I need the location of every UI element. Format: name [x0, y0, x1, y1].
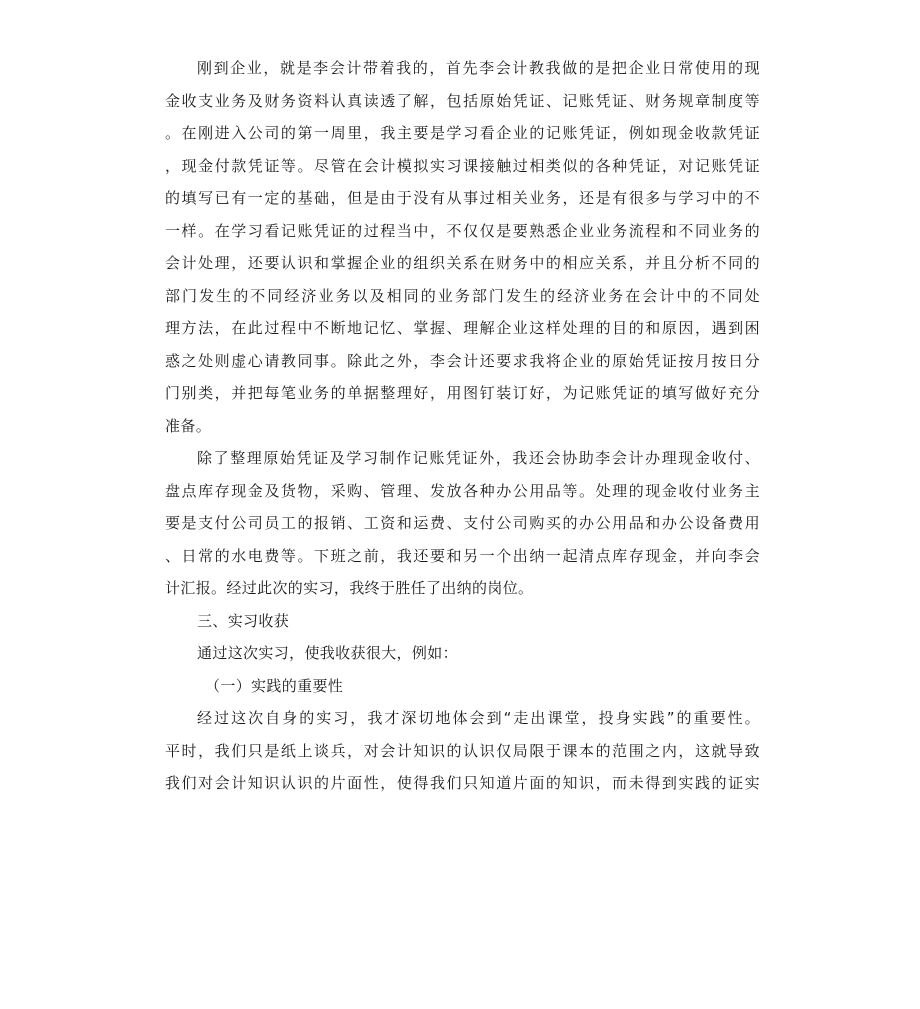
paragraph-line: 盘点库存现金及货物，采购、管理、发放各种办公用品等。处理的现金收付业务主 — [165, 481, 760, 500]
paragraph-line: 惑之处则虚心请教同事。除此之外，李会计还要求我将企业的原始凭证按月按日分 — [165, 351, 760, 370]
paragraph-line: 会计处理，还要认识和掌握企业的组织关系在财务中的相应关系，并且分析不同的 — [165, 254, 760, 272]
paragraph-line: 除了整理原始凭证及学习制作记账凭证外，我还会协助李会计办理现金收付、 — [197, 449, 760, 467]
paragraph-line: 部门发生的不同经济业务以及相同的业务部门发生的经济业务在会计中的不同处 — [165, 286, 760, 305]
paragraph-line: 平时，我们只是纸上谈兵，对会计知识的认识仅局限于课本的范围之内，这就导致 — [165, 741, 760, 760]
paragraph-line: 经过这次自身的实习，我才深切地体会到“走出课堂，投身实践”的重要性。 — [197, 709, 760, 727]
subsection-heading: （一）实践的重要性 — [205, 676, 344, 695]
paragraph-line: ，现金付款凭证等。尽管在会计模拟实习课接触过相类似的各种凭证，对记账凭证 — [165, 156, 760, 175]
paragraph-line: 准备。 — [165, 416, 212, 435]
paragraph-line: 门别类，并把每笔业务的单据整理好，用图钉装订好，为记账凭证的填写做好充分 — [165, 384, 760, 402]
paragraph-line: 的填写已有一定的基础，但是由于没有从事过相关业务，还是有很多与学习中的不 — [165, 189, 760, 207]
paragraph-line: 我们对会计知识认识的片面性，使得我们只知道片面的知识，而未得到实践的证实 — [165, 774, 760, 792]
paragraph-line: 。在刚进入公司的第一周里，我主要是学习看企业的记账凭证，例如现金收款凭证 — [165, 124, 760, 142]
paragraph-line: 通过这次实习，使我收获很大，例如： — [197, 644, 458, 662]
paragraph-line: 、日常的水电费等。下班之前，我还要和另一个出纳一起清点库存现金，并向李会 — [165, 546, 760, 565]
paragraph-line: 金收支业务及财务资料认真读透了解，包括原始凭证、记账凭证、财务规章制度等 — [165, 91, 760, 110]
paragraph-line: 要是支付公司员工的报销、工资和运费、支付公司购买的办公用品和办公设备费用 — [165, 514, 760, 532]
body-text — [165, 52, 760, 800]
paragraph-line: 计汇报。经过此次的实习，我终于胜任了出纳的岗位。 — [165, 579, 534, 597]
section-heading: 三、实习收获 — [197, 611, 290, 630]
paragraph-line: 一样。在学习看记账凭证的过程当中，不仅仅是要熟悉企业业务流程和不同业务的 — [165, 221, 760, 240]
paragraph-line: 理方法，在此过程中不断地记忆、掌握、理解企业这样处理的目的和原因，遇到困 — [165, 319, 760, 337]
paragraph-line: 刚到企业，就是李会计带着我的，首先李会计教我做的是把企业日常使用的现 — [197, 59, 760, 77]
